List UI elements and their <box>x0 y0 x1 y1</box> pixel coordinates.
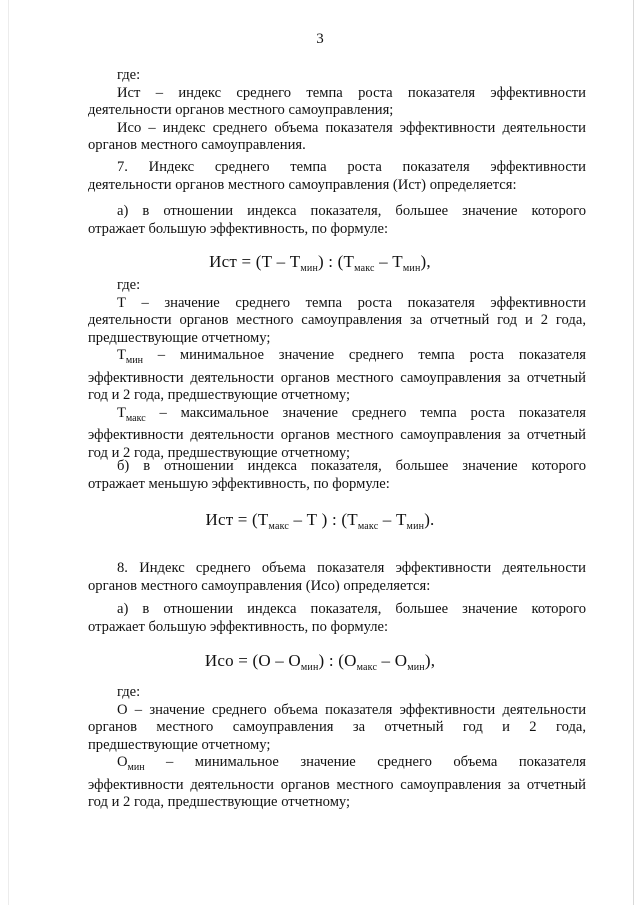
symbol: Т <box>117 404 126 421</box>
item-8-line-2: органов местного самоуправления (Исо) определяется: <box>88 577 431 594</box>
formula-part: ), <box>424 651 436 670</box>
item-7-line-1: 7. Индекс среднего темпа роста показателя эффективности <box>117 159 586 175</box>
formula-part: – Т <box>374 252 403 271</box>
item-8a-line-1: а) в отношении индекса показателя, большее значение которого <box>117 601 586 617</box>
symbol-subscript: мин <box>127 762 145 773</box>
tmax-definition-line-3: год и 2 года, предшествующие отчетному; <box>88 444 351 461</box>
formula-ist-b <box>0 510 640 532</box>
item-7-line-2: деятельности органов местного самоуправления (Ист) определяется: <box>88 176 517 193</box>
formula-part: = (Т <box>233 510 269 529</box>
tmin-definition-line-2: эффективности деятельности органов местного самоуправления за отчетный <box>88 369 586 386</box>
formula-part: ) : (О <box>318 651 357 670</box>
formula-part: – Т <box>378 510 407 529</box>
item-7b-line-2: отражает меньшую эффективность, по формуле: <box>88 475 390 492</box>
omin-definition-line-3: год и 2 года, предшествующие отчетному; <box>88 794 351 810</box>
definitions-block-2 <box>88 277 586 462</box>
o-definition-line-1: О – значение среднего объема показателя эффективности деятельности <box>117 701 586 718</box>
omin-definition-line-2: эффективности деятельности органов местного самоуправления за отчетный <box>88 776 586 793</box>
item-7a-line-2: отражает большую эффективность, по формуле: <box>88 220 389 237</box>
formula-iso-a <box>0 651 640 673</box>
where-label: где: <box>117 67 141 83</box>
item-8 <box>88 560 586 595</box>
page-number: 3 <box>316 31 324 47</box>
formula-part: ), <box>420 252 431 271</box>
definitions-block-3 <box>88 684 586 812</box>
item-7b-line-1: б) в отношении индекса показателя, большее значение которого <box>117 458 586 474</box>
formula-lhs: Исо <box>204 651 234 670</box>
item-7a-line-1: а) в отношении индекса показателя, большее значение которого <box>117 203 586 219</box>
where-label: где: <box>117 684 141 700</box>
formula-part: = (О – О <box>233 651 301 670</box>
o-definition-line-2: органов местного самоуправления за отчетный год и 2 года, <box>88 719 586 735</box>
formula-subscript: мин <box>406 521 425 532</box>
definition-text: – минимальное значение среднего объема показателя <box>144 754 586 770</box>
tmin-definition-line-1 <box>88 347 586 370</box>
t-definition-line-1: Т – значение среднего темпа роста показателя эффективности <box>117 294 586 311</box>
ist-definition-line-1: Ист – индекс среднего темпа роста показателя эффективности <box>117 84 586 101</box>
definition-text: – максимальное значение среднего темпа роста показателя <box>145 404 586 421</box>
symbol: О <box>117 754 128 770</box>
formula-lhs: Ист <box>209 252 238 271</box>
t-definition-line-2: деятельности органов местного самоуправления за отчетный год и 2 года, <box>88 312 586 328</box>
formula-subscript: мин <box>402 263 421 274</box>
item-7b <box>88 458 586 493</box>
symbol-subscript: макс <box>125 412 146 424</box>
definitions-block-1 <box>88 67 586 155</box>
formula-lhs: Ист <box>205 510 234 529</box>
formula-subscript: макс <box>357 521 379 532</box>
definition-text: – минимальное значение среднего темпа роста показателя <box>142 347 586 363</box>
item-7a <box>88 203 586 238</box>
iso-definition-line-2: органов местного самоуправления. <box>88 137 306 153</box>
formula-subscript: мин <box>300 263 318 274</box>
symbol: Т <box>117 347 126 363</box>
formula-ist-a <box>0 252 640 274</box>
tmin-definition-line-3: год и 2 года, предшествующие отчетному; <box>88 387 351 403</box>
formula-subscript: мин <box>300 662 319 673</box>
tmax-definition-line-1 <box>88 405 586 428</box>
formula-subscript: макс <box>268 521 290 532</box>
scan-edge-left <box>8 0 9 905</box>
o-definition-line-3: предшествующие отчетному; <box>88 736 271 753</box>
symbol-subscript: мин <box>125 355 143 366</box>
item-8a <box>88 601 586 636</box>
formula-part: ) : (Т <box>318 252 355 271</box>
where-label: где: <box>117 277 141 293</box>
formula-part: – О <box>377 651 408 670</box>
formula-subscript: макс <box>354 263 375 274</box>
t-definition-line-3: предшествующие отчетному; <box>88 329 271 346</box>
formula-part: = (Т – Т <box>237 252 301 271</box>
item-7 <box>88 159 586 194</box>
tmax-definition-line-2: эффективности деятельности органов местного самоуправления за отчетный <box>88 427 586 443</box>
scan-edge-right <box>633 0 634 905</box>
formula-part: ). <box>424 510 435 529</box>
formula-subscript: макс <box>356 662 378 673</box>
formula-part: – Т ) : (Т <box>289 510 358 529</box>
item-8a-line-2: отражает большую эффективность, по формуле: <box>88 618 389 635</box>
formula-subscript: мин <box>407 662 425 673</box>
ist-definition-line-2: деятельности органов местного самоуправления; <box>88 102 394 118</box>
item-8-line-1: 8. Индекс среднего объема показателя эффективности деятельности <box>117 560 586 576</box>
omin-definition-line-1 <box>88 754 586 777</box>
iso-definition-line-1: Исо – индекс среднего объема показателя эффективности деятельности <box>117 119 586 136</box>
